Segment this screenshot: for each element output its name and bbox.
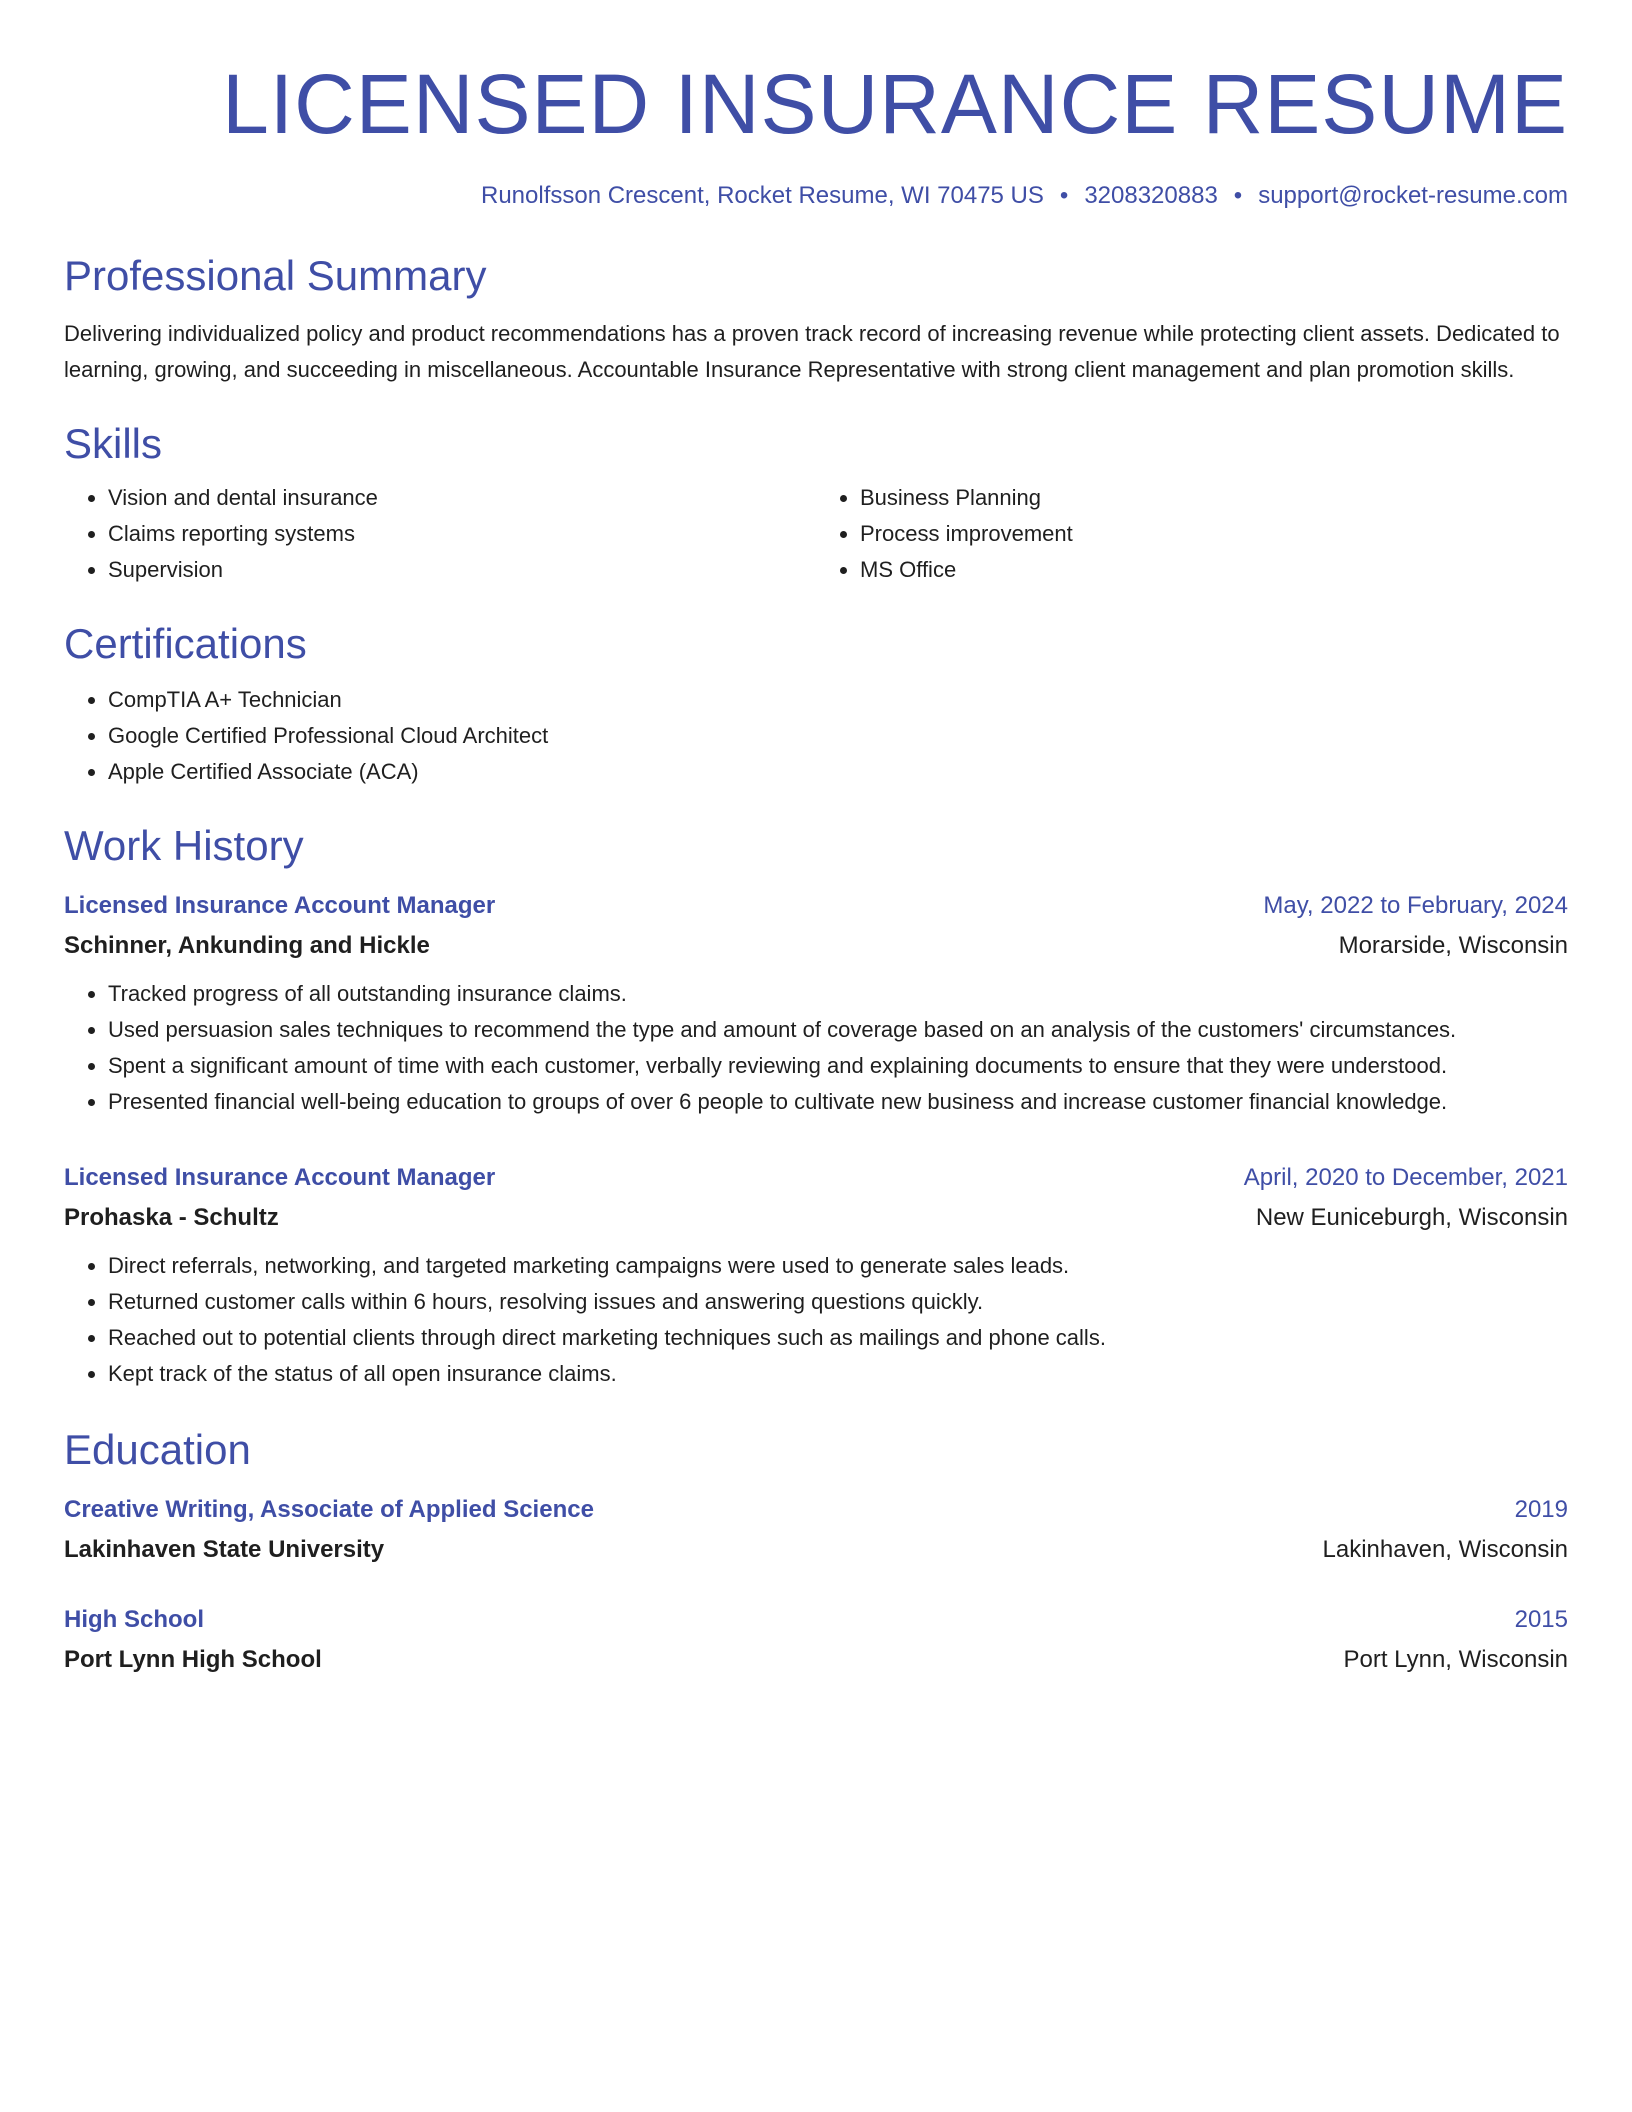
job-title: Licensed Insurance Account Manager (64, 1164, 496, 1191)
job-bullet: • Presented financial well-being education to groups of over 6 people to cultivate new business and increase customer financial knowledge. (108, 1084, 1568, 1120)
education-school: Lakinhaven State University (64, 1536, 385, 1563)
summary-heading: Professional Summary (64, 252, 487, 299)
skill-item: • Business Planning (860, 480, 1568, 516)
contact-separator: • (1233, 182, 1243, 209)
skill-item: • Process improvement (860, 516, 1568, 552)
skills-heading: Skills (64, 420, 163, 467)
job-bullet: • Kept track of the status of all open insurance claims. (108, 1356, 1568, 1392)
work-history-section (64, 820, 1568, 1392)
contact-phone[interactable]: 3208320883 (1084, 182, 1218, 209)
job-location: New Euniceburgh, Wisconsin (1255, 1204, 1568, 1231)
skill-item: • Vision and dental insurance (108, 480, 816, 516)
skills-list-left (64, 480, 816, 588)
skills-list-right (816, 480, 1568, 588)
summary-section (64, 250, 1568, 388)
skill-item: • Supervision (108, 552, 816, 588)
education-school-row (64, 1530, 1568, 1570)
resume-title: LICENSED INSURANCE RESUME (222, 57, 1568, 151)
job-bullet: • Spent a significant amount of time with each customer, verbally reviewing and explaining documents to ensure that they were understood. (108, 1048, 1568, 1084)
certification-item: • Apple Certified Associate (ACA) (108, 754, 1568, 790)
certifications-heading: Certifications (64, 620, 307, 667)
education-degree-row (64, 1490, 1568, 1530)
contact-separator: • (1059, 182, 1069, 209)
job-bullet: • Used persuasion sales techniques to recommend the type and amount of coverage based on an analysis of the customers' circumstances. (108, 1012, 1568, 1048)
job-title: Licensed Insurance Account Manager (64, 892, 496, 919)
certifications-list (64, 682, 1568, 790)
education-location: Port Lynn, Wisconsin (1343, 1646, 1568, 1673)
education-entry (64, 1490, 1568, 1570)
resume-page (64, 52, 1568, 1680)
education-degree-row (64, 1600, 1568, 1640)
education-entry (64, 1600, 1568, 1680)
job-bullets (64, 1248, 1568, 1392)
certification-item: • Google Certified Professional Cloud Architect (108, 718, 1568, 754)
job-company: Schinner, Ankunding and Hickle (64, 932, 430, 959)
work-history-heading: Work History (64, 822, 304, 869)
education-school: Port Lynn High School (64, 1646, 322, 1673)
skills-grid (64, 480, 1568, 588)
job-entry (64, 886, 1568, 1120)
summary-text: Delivering individualized policy and product recommendations has a proven track record of increasing revenue while protecting client assets. Dedicated to learning, growing, and succeeding in miscellaneous. Accountable Insurance Representative with strong client management and plan promotion skills. (64, 321, 1560, 382)
education-degree: High School (64, 1606, 204, 1633)
education-year: 2019 (1514, 1496, 1568, 1523)
contact-address: Runolfsson Crescent, Rocket Resume, WI 70475 US (480, 182, 1044, 209)
job-company-row (64, 926, 1568, 966)
job-dates: May, 2022 to February, 2024 (1263, 892, 1568, 919)
education-section (64, 1424, 1568, 1680)
job-dates: April, 2020 to December, 2021 (1243, 1164, 1568, 1191)
job-company: Prohaska - Schultz (64, 1204, 279, 1231)
contact-email[interactable]: support@rocket-resume.com (1258, 182, 1568, 209)
job-bullet: • Direct referrals, networking, and targeted marketing campaigns were used to generate sales leads. (108, 1248, 1568, 1284)
education-heading: Education (64, 1426, 251, 1473)
skill-item: • Claims reporting systems (108, 516, 816, 552)
skill-item: • MS Office (860, 552, 1568, 588)
education-year: 2015 (1514, 1606, 1568, 1633)
job-bullet: • Returned customer calls within 6 hours, resolving issues and answering questions quickly. (108, 1284, 1568, 1320)
job-title-row (64, 1158, 1568, 1198)
education-location: Lakinhaven, Wisconsin (1322, 1536, 1568, 1563)
job-location: Morarside, Wisconsin (1338, 932, 1568, 959)
job-bullets (64, 976, 1568, 1120)
education-degree: Creative Writing, Associate of Applied Science (64, 1496, 594, 1523)
job-entry (64, 1158, 1568, 1392)
skills-section (64, 418, 1568, 588)
certifications-section (64, 618, 1568, 790)
certification-item: • CompTIA A+ Technician (108, 682, 1568, 718)
job-bullet: • Tracked progress of all outstanding insurance claims. (108, 976, 1568, 1012)
contact-line (64, 180, 1568, 212)
job-bullet: • Reached out to potential clients through direct marketing techniques such as mailings and phone calls. (108, 1320, 1568, 1356)
education-school-row (64, 1640, 1568, 1680)
job-company-row (64, 1198, 1568, 1238)
job-title-row (64, 886, 1568, 926)
